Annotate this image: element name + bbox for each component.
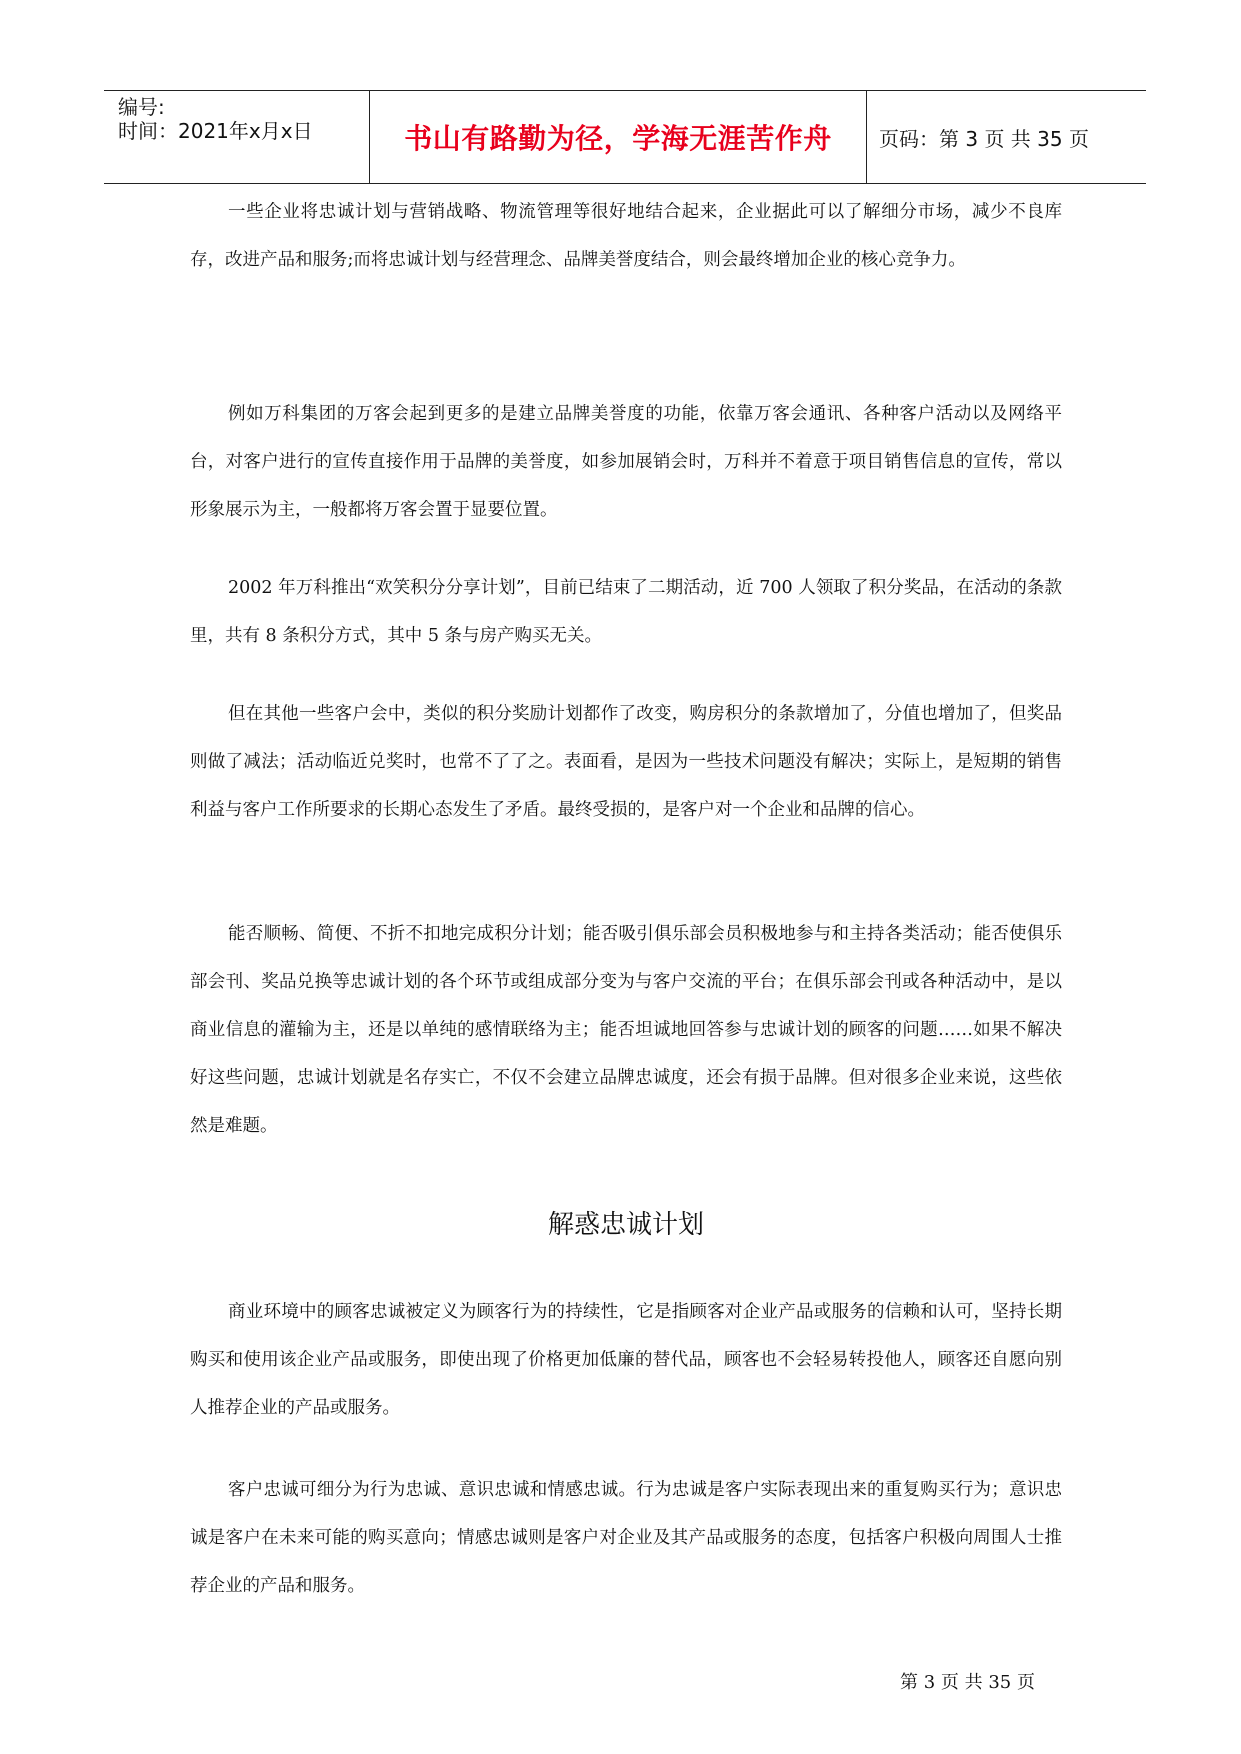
section-heading: 解惑忠诚计划 [547, 1210, 704, 1240]
header-info-cell [104, 91, 370, 183]
paragraph: 客户忠诚可细分为行为忠诚、意识忠诚和情感忠诚。行为忠诚是客户实际表现出来的重复购买行为；意识忠诚是客户在未来可能的购买意向；情感忠诚则是客户对企业及其产品或服务的态度，包括客户积极向周围人士推荐企业的产品和服务。 [190, 1480, 1062, 1596]
page-footer: 第 3 页 共 35 页 [900, 1672, 1035, 1693]
paragraph: 一些企业将忠诚计划与营销战略、物流管理等很好地结合起来，企业据此可以了解细分市场，减少不良库存，改进产品和服务;而将忠诚计划与经营理念、品牌美誉度结合，则会最终增加企业的核心竞争力。 [190, 202, 1062, 270]
paragraph: 商业环境中的顾客忠诚被定义为顾客行为的持续性，它是指顾客对企业产品或服务的信赖和认可，坚持长期购买和使用该企业产品或服务，即使出现了价格更加低廉的替代品，顾客也不会轻易转投他人，顾客还自愿向别人推荐企业的产品或服务。 [190, 1302, 1062, 1418]
header-motto-cell [370, 91, 867, 183]
header-page-number: 页码：第 3 页 共 35 页 [879, 126, 1089, 151]
header-motto: 书山有路勤为径，学海无涯苦作舟 [404, 122, 832, 155]
page-header [104, 90, 1146, 184]
paragraph: 2002 年万科推出“欢笑积分分享计划”，目前已结束了二期活动，近 700 人领取了积分奖品，在活动的条款里，共有 8 条积分方式，其中 5 条与房产购买无关。 [190, 578, 1062, 646]
document-time-label: 时间：2021年x月x日 [118, 119, 313, 143]
document-number-label: 编号: [118, 95, 165, 119]
paragraph: 能否顺畅、简便、不折不扣地完成积分计划；能否吸引俱乐部会员积极地参与和主持各类活动；能否使俱乐部会刊、奖品兑换等忠诚计划的各个环节或组成部分变为与客户交流的平台；在俱乐部会刊或各种活动中，是以商业信息的灌输为主，还是以单纯的感情联络为主；能否坦诚地回答参与忠诚计划的顾客的问题……如果不解决好这些问题，忠诚计划就是名存实亡，不仅不会建立品牌忠诚度，还会有损于品牌。但对很多企业来说，这些依然是难题。 [190, 924, 1062, 1136]
paragraph: 例如万科集团的万客会起到更多的是建立品牌美誉度的功能，依靠万客会通讯、各种客户活动以及网络平台，对客户进行的宣传直接作用于品牌的美誉度，如参加展销会时，万科并不着意于项目销售信息的宣传，常以形象展示为主，一般都将万客会置于显要位置。 [190, 404, 1062, 520]
paragraph: 但在其他一些客户会中，类似的积分奖励计划都作了改变，购房积分的条款增加了，分值也增加了，但奖品则做了减法；活动临近兑奖时，也常不了了之。表面看，是因为一些技术问题没有解决；实际上，是短期的销售利益与客户工作所要求的长期心态发生了矛盾。最终受损的，是客户对一个企业和品牌的信心。 [190, 704, 1062, 820]
header-page-cell [867, 91, 1146, 183]
